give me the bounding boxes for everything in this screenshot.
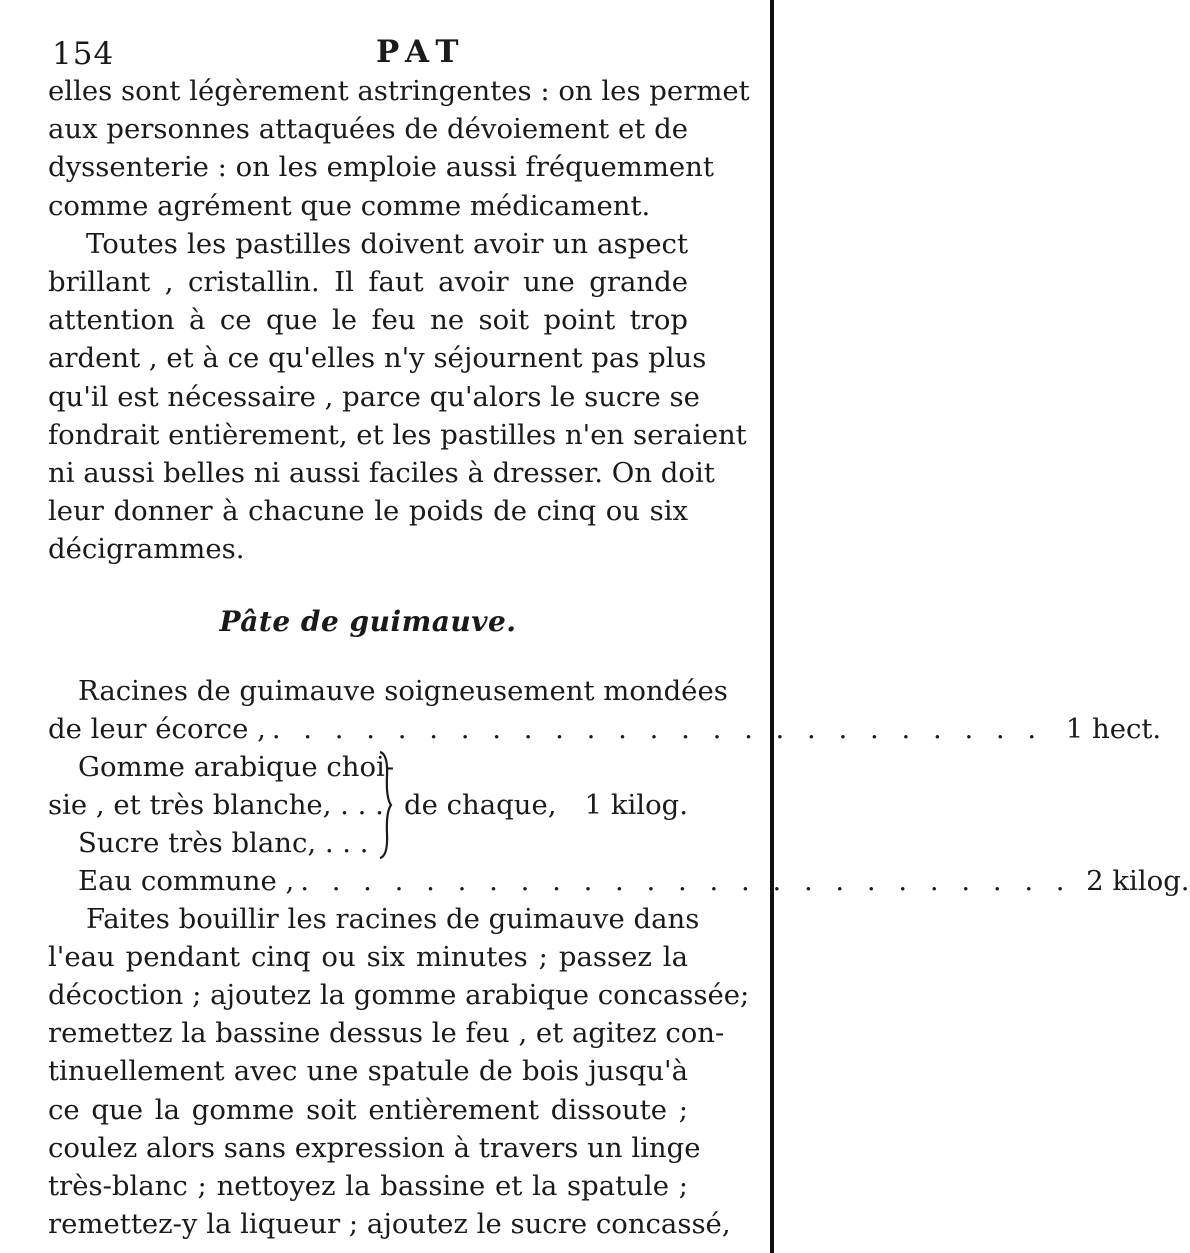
text-line: tinuellement avec une spatule de bois jusqu'à	[48, 1055, 688, 1088]
page-edge-rule	[770, 0, 774, 1253]
text-line: comme agrément que comme médicament.	[48, 189, 651, 222]
page-number: 154	[52, 36, 115, 72]
ingredient-quantity: 2 kilog.	[1086, 864, 1190, 897]
section-title: Pâte de guimauve.	[219, 604, 517, 638]
text-line: coulez alors sans expression à travers un linge	[48, 1131, 701, 1164]
ingredient-line	[48, 710, 1162, 748]
text-line: ce que la gomme soit entièrement dissoute ;	[48, 1093, 688, 1126]
text-line: très-blanc ; nettoyez la bassine et la spatule ;	[48, 1170, 688, 1203]
text-line: fondrait entièrement, et les pastilles n'en seraient	[48, 418, 747, 451]
running-head: PAT	[376, 34, 467, 70]
dot-leader: . . . . . . . . . . . . . . . . . . . . . . . . .	[271, 712, 1044, 745]
text-line: Faites bouillir les racines de guimauve dans	[86, 902, 700, 935]
text-line: attention à ce que le feu ne soit point trop	[48, 304, 688, 337]
text-line: décoction ; ajoutez la gomme arabique concassée;	[48, 979, 750, 1012]
text-line: l'eau pendant cinq ou six minutes ; passez la	[48, 940, 688, 973]
book-page	[48, 28, 1190, 1243]
ingredient-line	[48, 672, 728, 710]
grouping-brace	[378, 748, 392, 862]
ingredient-name: Gomme arabique choi-	[78, 750, 395, 783]
text-line: dyssenterie : on les emploie aussi fréquemment	[48, 151, 714, 184]
dot-leader: . . . . . . . . . . . . . . . . . . . . . . . . .	[300, 864, 1072, 897]
group-label: de chaque,	[404, 788, 557, 821]
text-line: leur donner à chacune le poids de cinq ou six	[48, 495, 688, 528]
ingredient-name: de leur écorce ,	[48, 712, 266, 745]
text-line: ni aussi belles ni aussi faciles à dresser. On doit	[48, 457, 715, 490]
paragraph-pastilles	[48, 225, 747, 569]
text-line: décigrammes.	[48, 533, 245, 566]
ingredient-quantity: 1 kilog.	[584, 788, 688, 821]
ingredient-name: Racines de guimauve soigneusement mondées	[78, 674, 728, 707]
paragraph-astringent	[48, 72, 750, 225]
page-header	[48, 28, 688, 72]
paragraph-instructions	[48, 900, 750, 1244]
text-line: Toutes les pastilles doivent avoir un aspect	[86, 227, 688, 260]
text-line: qu'il est nécessaire , parce qu'alors le sucre se	[48, 380, 700, 413]
text-line: elles sont légèrement astringentes : on les permet	[48, 75, 750, 107]
text-line: aux personnes attaquées de dévoiement et de	[48, 113, 688, 146]
ingredient-group	[48, 748, 688, 862]
ingredient-name: Sucre très blanc, . . .	[78, 826, 369, 859]
ingredient-name: sie , et très blanche, . . .	[48, 788, 384, 821]
text-line: remettez la bassine dessus le feu , et agitez con-	[48, 1017, 725, 1050]
ingredient-line	[48, 824, 688, 862]
recipe-ingredients	[48, 672, 1190, 900]
ingredient-line	[48, 862, 1190, 900]
ingredient-name: Eau commune ,	[78, 864, 295, 897]
text-line: ardent , et à ce qu'elles n'y séjournent pas plus	[48, 342, 707, 375]
ingredient-line	[48, 748, 688, 786]
text-line: brillant , cristallin. Il faut avoir une grande	[48, 266, 688, 299]
ingredient-quantity: 1 hect.	[1065, 712, 1162, 745]
text-line: remettez-y la liqueur ; ajoutez le sucre concassé,	[48, 1208, 731, 1241]
